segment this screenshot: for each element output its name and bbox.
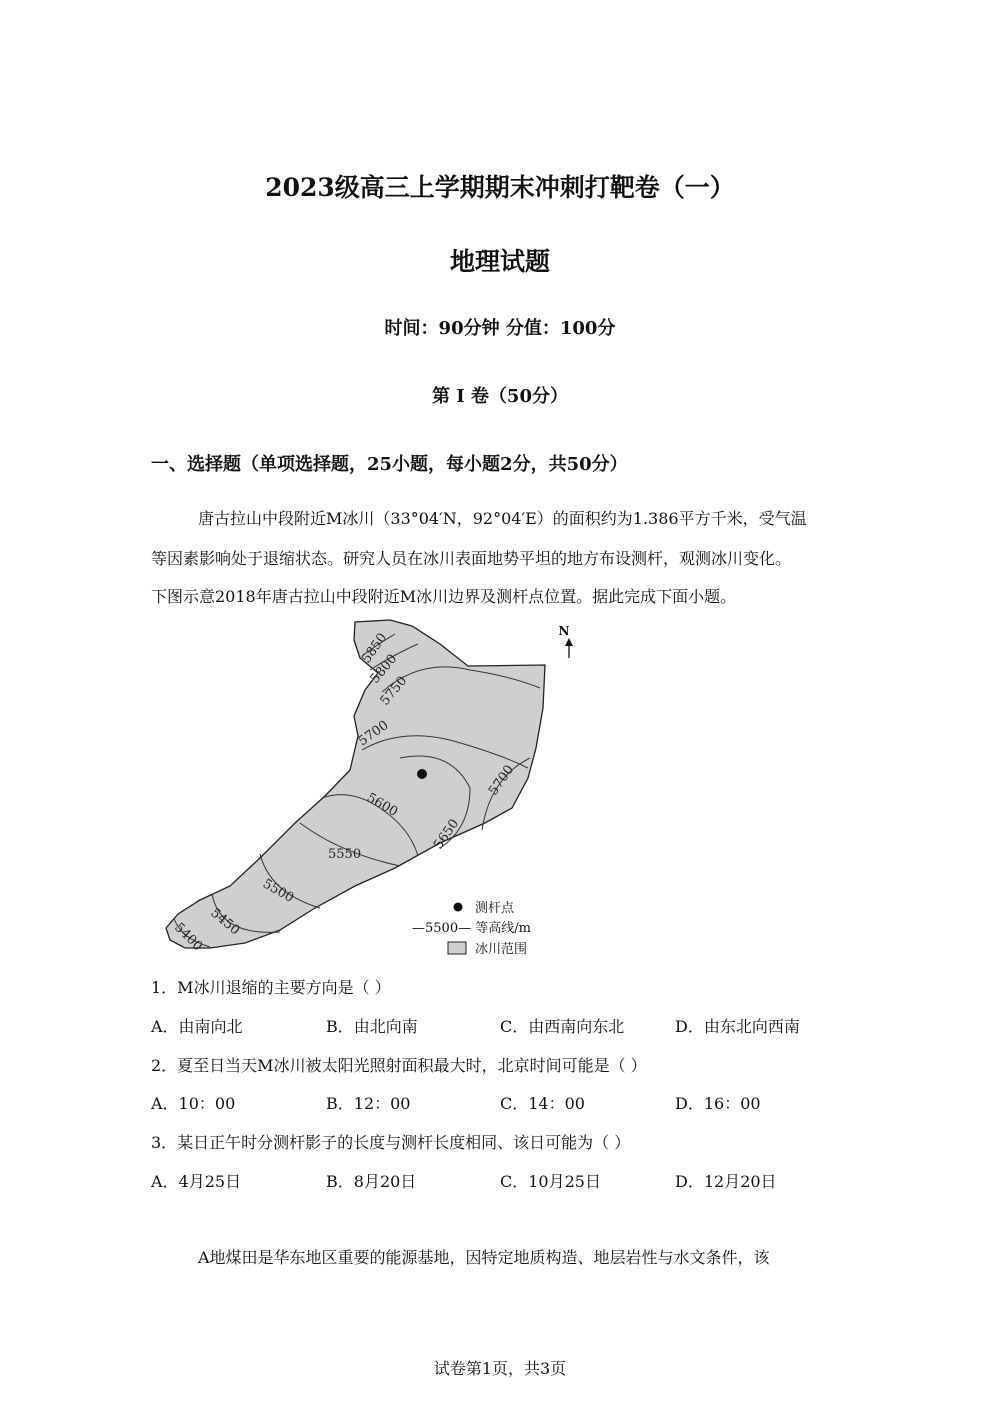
contour-label: 5700 xyxy=(355,718,392,750)
question-1-option-b[interactable]: B．由北向南 xyxy=(326,1017,418,1036)
question-2-option-b[interactable]: B．12：00 xyxy=(326,1094,411,1113)
question-3-stem: 3．某日正午时分测杆影子的长度与测杆长度相同、该日可能为（ ） xyxy=(151,1133,631,1152)
contour-label: 5850 xyxy=(358,630,391,667)
question-2-option-a[interactable]: A．10：00 xyxy=(151,1094,236,1113)
subject-title: 地理试题 xyxy=(449,247,550,276)
contour-label: 5550 xyxy=(328,847,362,862)
question-1-option-a[interactable]: A．由南向北 xyxy=(151,1017,243,1036)
question-2-option-c[interactable]: C．14：00 xyxy=(500,1094,585,1113)
question-2-stem: 2．夏至日当天M冰川被太阳光照射面积最大时，北京时间可能是（ ） xyxy=(151,1056,647,1075)
glacier-map xyxy=(150,618,600,958)
glacier-area xyxy=(166,620,545,948)
contour-label: 5400 xyxy=(171,920,206,955)
legend-glacier-swatch xyxy=(448,942,466,954)
passage-2-line-1: A地煤田是华东地区重要的能源基地，因特定地质构造、地层岩性与水文条件，该 xyxy=(198,1248,770,1267)
question-2-option-d[interactable]: D．16：00 xyxy=(675,1094,761,1113)
contour-label: 5700 xyxy=(485,762,518,799)
legend-pole-icon xyxy=(454,903,463,912)
question-1-option-c[interactable]: C．由西南向东北 xyxy=(500,1017,625,1036)
contour-label: 5450 xyxy=(207,905,243,939)
passage-1-line-3: 下图示意2018年唐古拉山中段附近M冰川边界及测杆点位置。据此完成下面小题。 xyxy=(151,587,737,606)
question-3-option-d[interactable]: D．12月20日 xyxy=(675,1172,777,1191)
passage-1-line-2: 等因素影响处于退缩状态。研究人员在冰川表面地势平坦的地方布设测杆，观测冰川变化。 xyxy=(151,549,792,568)
exam-title: 2023级高三上学期期末冲刺打靶卷（一） xyxy=(265,173,735,202)
legend-glacier-label: 冰川范围 xyxy=(475,942,528,957)
contour-label: 5800 xyxy=(367,651,401,687)
contour-label: 5650 xyxy=(430,816,463,853)
section-heading: 一、选择题（单项选择题，25小题，每小题2分，共50分） xyxy=(151,454,628,475)
question-1-option-d[interactable]: D．由东北向西南 xyxy=(675,1017,800,1036)
legend-pole-label: 测杆点 xyxy=(475,901,515,916)
contour-label: 5500 xyxy=(260,876,297,907)
north-label: N xyxy=(558,624,570,638)
contour-label: 5750 xyxy=(377,673,411,709)
exam-meta: 时间：90分钟 分值：100分 xyxy=(384,318,616,339)
question-3-option-c[interactable]: C．10月25日 xyxy=(500,1172,601,1191)
contour-label: 5600 xyxy=(364,790,401,821)
passage-1-line-1: 唐古拉山中段附近M冰川（33°04′N，92°04′E）的面积约为1.386平方千米，受气温 xyxy=(198,509,807,528)
question-3-option-b[interactable]: B．8月20日 xyxy=(326,1172,417,1191)
question-1-stem: 1．M冰川退缩的主要方向是（ ） xyxy=(151,978,391,997)
legend-contour-label: —5500— 等高线/m xyxy=(412,921,531,936)
question-3-option-a[interactable]: A．4月25日 xyxy=(151,1172,242,1191)
page-footer: 试卷第1页，共3页 xyxy=(433,1359,567,1378)
measuring-pole-point xyxy=(417,769,427,779)
north-arrow-icon xyxy=(565,638,573,658)
volume-title: 第 I 卷（50分） xyxy=(431,386,568,407)
